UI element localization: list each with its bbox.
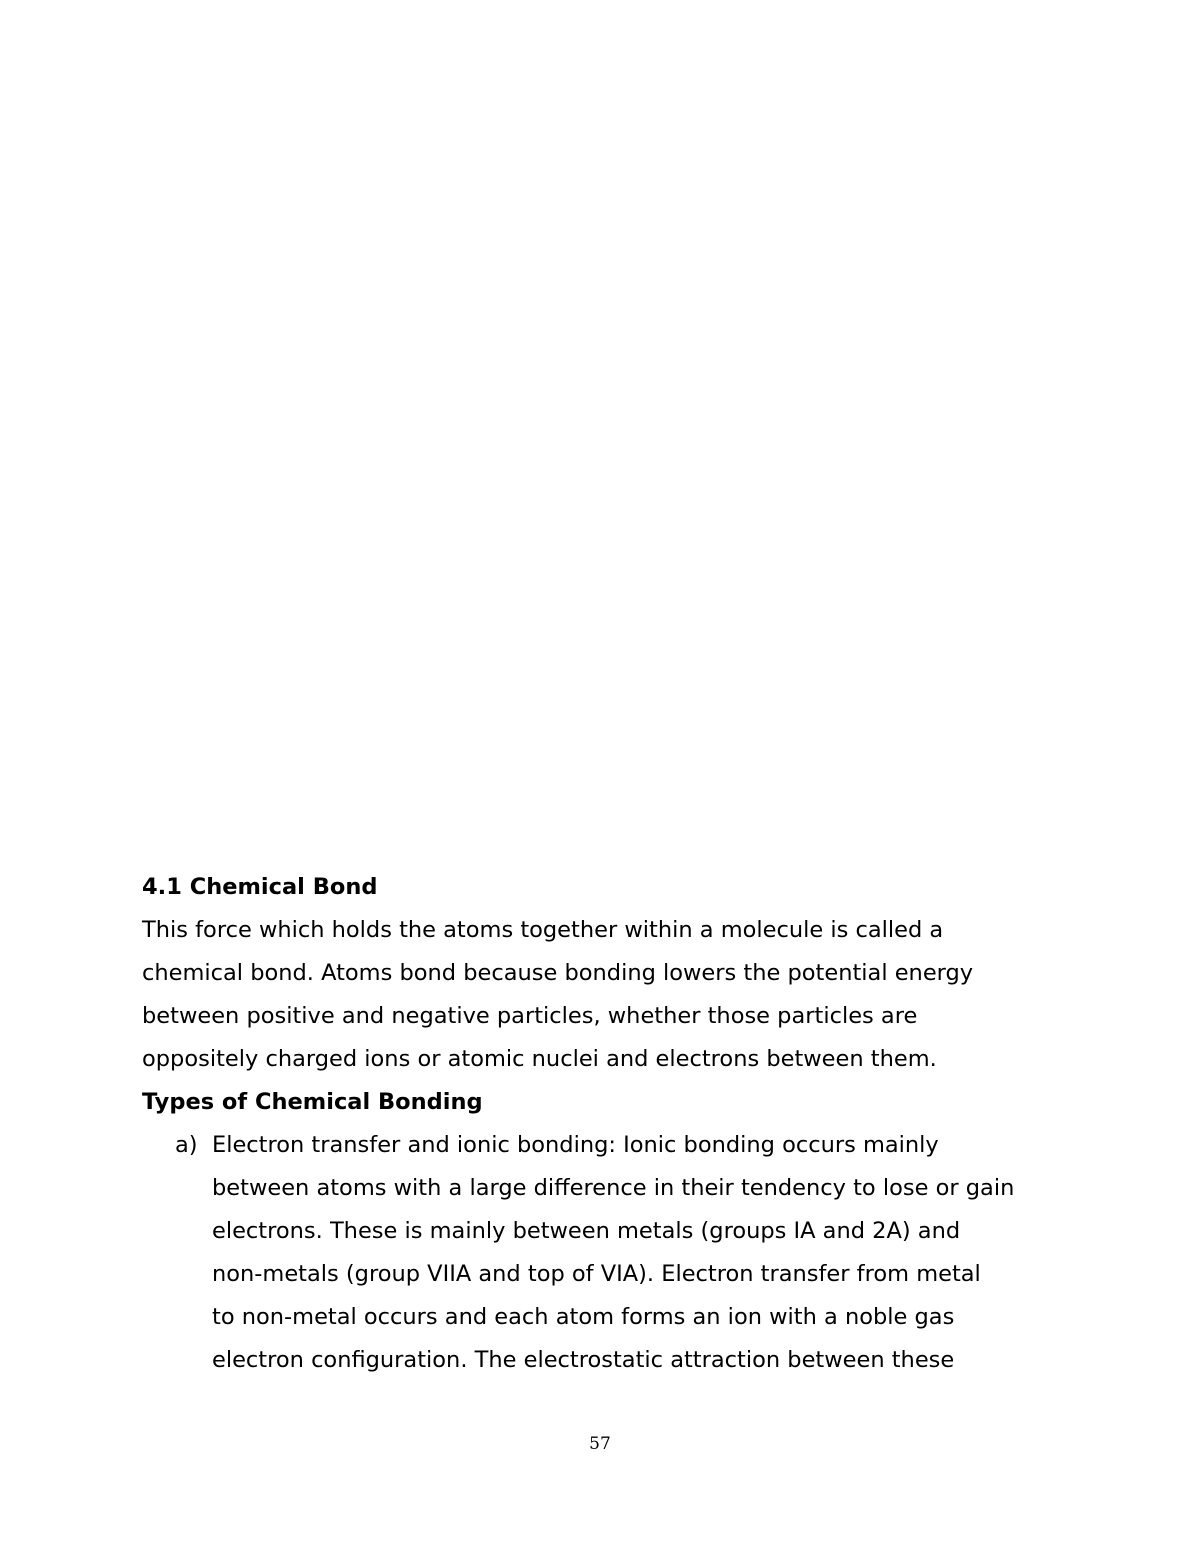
list-item-line: non-metals (group VIIA and top of VIA). Electron transfer from metal — [212, 1261, 981, 1287]
paragraph-line: chemical bond. Atoms bond because bonding lowers the potential energy — [142, 960, 974, 986]
list-marker: a) — [175, 1132, 198, 1158]
paragraph-line: between positive and negative particles, whether those particles are — [142, 1003, 918, 1029]
list-item-line: Electron transfer and ionic bonding: Ionic bonding occurs mainly — [212, 1132, 939, 1158]
list-item-text — [212, 1124, 1072, 1382]
list-item — [142, 1124, 1072, 1382]
page-number: 57 — [589, 1434, 611, 1454]
paragraph-line: This force which holds the atoms together within a molecule is called a — [142, 917, 944, 943]
list-item-line: electron configuration. The electrostatic attraction between these — [212, 1347, 955, 1373]
section-paragraph — [142, 909, 1072, 1081]
list-item-line: between atoms with a large difference in their tendency to lose or gain — [212, 1175, 1015, 1201]
page-content — [142, 866, 1072, 1382]
list-item-line: electrons. These is mainly between metals (groups IA and 2A) and — [212, 1218, 961, 1244]
subsection-heading: Types of Chemical Bonding — [142, 1089, 483, 1115]
list-item-line: to non-metal occurs and each atom forms an ion with a noble gas — [212, 1304, 955, 1330]
section-heading: 4.1 Chemical Bond — [142, 874, 378, 900]
paragraph-line: oppositely charged ions or atomic nuclei and electrons between them. — [142, 1046, 937, 1072]
